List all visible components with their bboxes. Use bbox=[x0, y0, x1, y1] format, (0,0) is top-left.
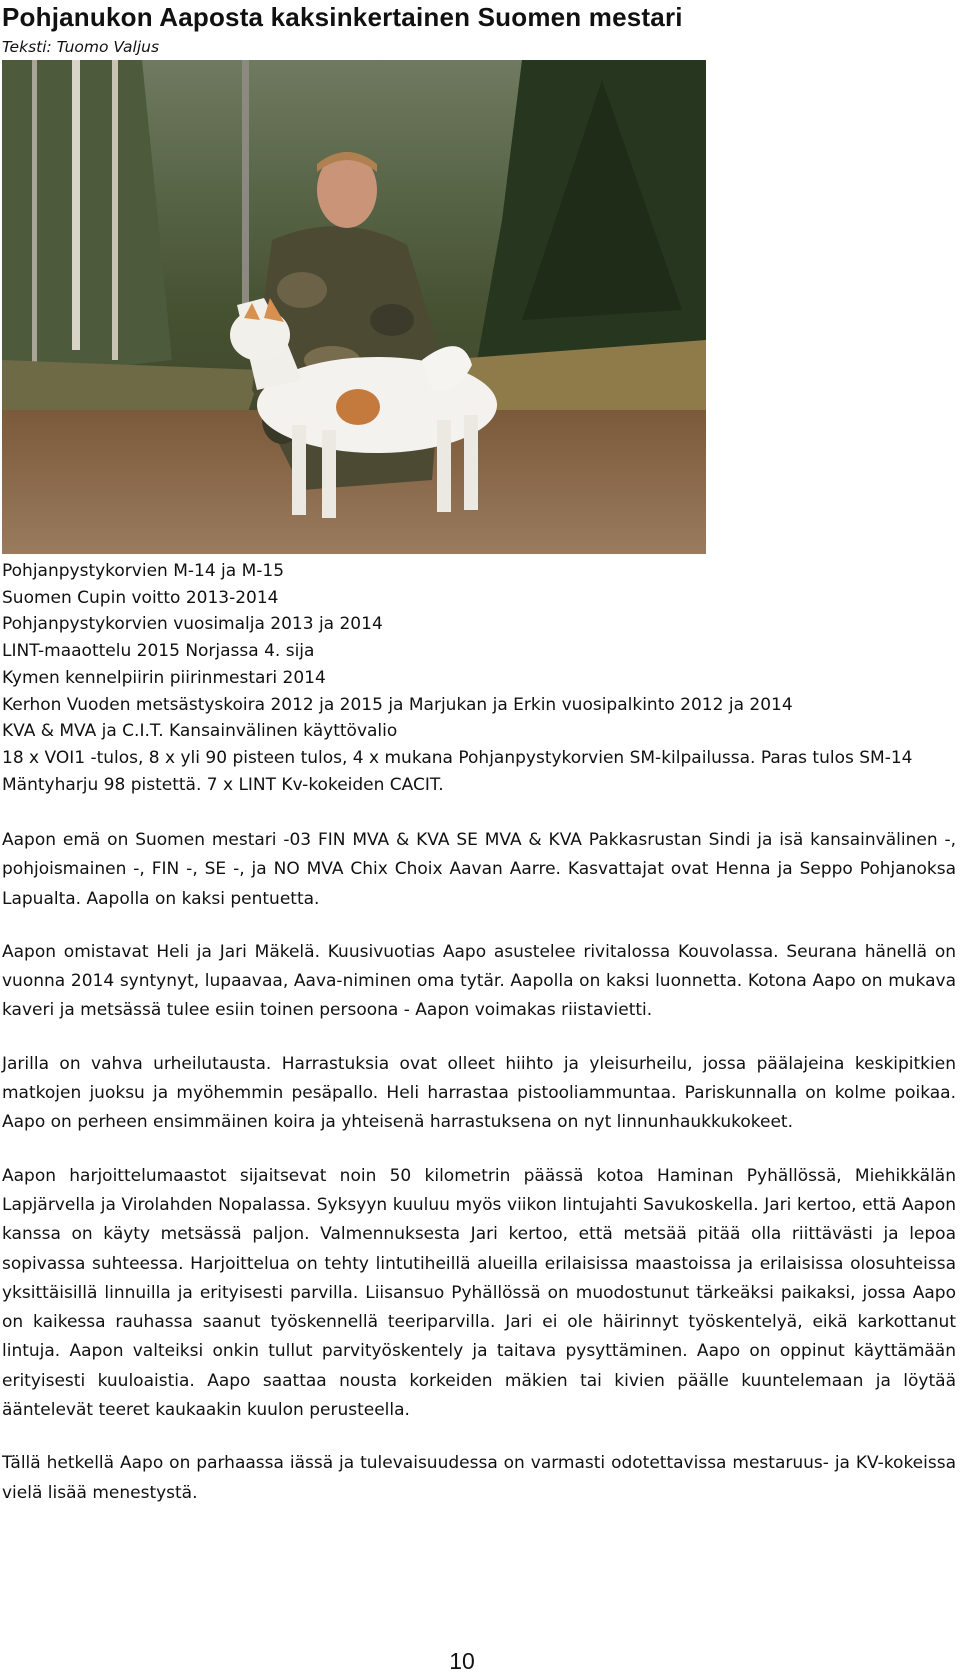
article-paragraph: Aapon emä on Suomen mestari -03 FIN MVA & KVA SE MVA & KVA Pakkasrustan Sindi ja isä kansainvälinen -, pohjoismainen -, FIN -, SE -, ja NO MVA Chix Choix Aavan Aarre. Kasvattajat ovat Henna ja Seppo Pohjanoksa Lapualta. Aapolla on kaksi pentuetta. bbox=[2, 830, 956, 909]
achievement-item: Suomen Cupin voitto 2013-2014 bbox=[2, 587, 279, 608]
achievement-item: Pohjanpystykorvien vuosimalja 2013 ja 2014 bbox=[2, 614, 383, 635]
article-paragraph: Tällä hetkellä Aapo on parhaassa iässä ja tulevaisuudessa on varmasti odotettavissa mestaruus- ja KV-kokeissa vielä lisää menestystä. bbox=[2, 1453, 956, 1503]
article-title: Pohjanukon Aaposta kaksinkertainen Suomen mestari bbox=[2, 2, 683, 32]
achievement-item: Pohjanpystykorvien M-14 ja M-15 bbox=[2, 561, 285, 581]
article-paragraph: Aapon omistavat Heli ja Jari Mäkelä. Kuusivuotias Aapo asustelee rivitalossa Kouvolassa. Seurana hänellä on vuonna 2014 syntynyt, lupaavaa, Aava-niminen oma tytär. Aapolla on kaksi luonnetta. Kotona Aapo on mukava kaveri ja metsässä tulee esiin toinen persoona - Aapon voimakas riistavietti. bbox=[2, 941, 956, 1021]
achievement-item: Kerhon Vuoden metsästyskoira 2012 ja 2015 ja Marjukan ja Erkin vuosipalkinto 2012 ja 2014 bbox=[2, 694, 793, 715]
article-byline: Teksti: Tuomo Valjus bbox=[2, 38, 160, 56]
achievement-item: LINT-maaottelu 2015 Norjassa 4. sija bbox=[2, 641, 315, 662]
achievement-item: 18 x VOI1 -tulos, 8 x yli 90 pisteen tulos, 4 x mukana Pohjanpystykorvien SM-kilpailussa. Paras tulos SM-14 Mäntyharju 98 pistettä. 7 x LINT Kv-kokeiden CACIT. bbox=[2, 747, 913, 795]
achievement-item: KVA & MVA ja C.I.T. Kansainvälinen käyttövalio bbox=[2, 721, 398, 742]
achievements-list bbox=[2, 558, 952, 798]
page-number: 10 bbox=[449, 1648, 475, 1674]
article-paragraph: Aapon harjoittelumaastot sijaitsevat noin 50 kilometrin päässä kotoa Haminan Pyhällössä, Miehikkälän Lapjärvella ja Virolahden Nopalassa. Syksyyn kuuluu myös viikon lintujahti Savukoskella. Jari kertoo, että Aapon kanssa on käyty metsässä paljon. Valmennuksesta Jari kertoo, että metsää pitää olla riittävästi ja lepoa sopivassa suhteessa. Harjoittelua on tehty lintutiheillä alueilla erilaisissa maastoissa ja erilaisissa olosuhteissa yksittäisillä linnuilla ja erityisesti parvilla. Liisansuo Pyhällössä on muodostunut tärkeäksi paikaksi, jossa Aapo on kaikessa rauhassa saanut työskennellä teeriparvilla. Jari ei ole häirinnyt työskentelyä, eikä karkottanut lintuja. Aapon valteiksi onkin tullut parvityöskentely ja taitava pysyttäminen. Aapo on oppinut käyttämään erityisesti kuuloaistia. Aapo saattaa nousta korkeiden mäkien tai kivien päälle kuuntelemaan ja löytää ääntelevät teeret kaukaakin kuulon perusteella. bbox=[2, 1165, 956, 1421]
article-photo bbox=[2, 60, 706, 554]
achievement-item: Kymen kennelpiirin piirinmestari 2014 bbox=[2, 667, 326, 688]
article-paragraph: Jarilla on vahva urheilutausta. Harrastuksia ovat olleet hiihto ja yleisurheilu, jossa päälajeina keskipitkien matkojen juoksu ja myöhemmin pesäpallo. Heli harrastaa pistooliammuntaa. Pariskunnalla on kolme poikaa. Aapo on perheen ensimmäinen koira ja yhteisenä harrastuksena on nyt linnunhaukkukokeet. bbox=[2, 1053, 956, 1133]
photo-hunter-with-dog bbox=[2, 60, 706, 554]
article-body bbox=[2, 826, 956, 1532]
